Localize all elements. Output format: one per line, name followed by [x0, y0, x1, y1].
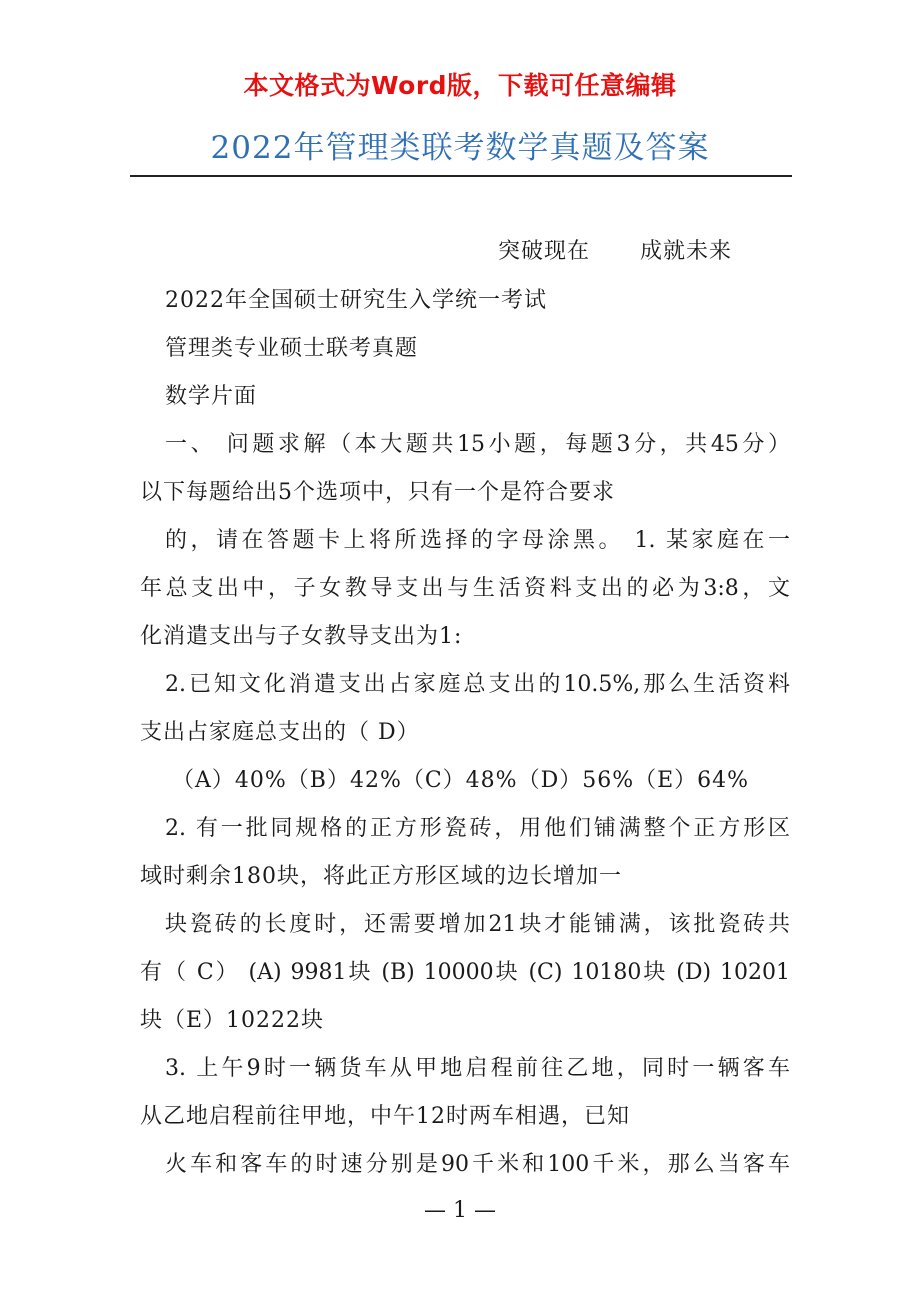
title-divider: [130, 175, 792, 177]
body-line: 以下每题给出5个选项中，只有一个是符合要求: [140, 480, 615, 505]
exam-subject-line: 管理类专业硕士联考真题: [165, 336, 419, 361]
question-2-line: 2. 有一批同规格的正方形瓷砖，用他们铺满整个正方形区: [165, 816, 790, 841]
exam-name-line: 2022年全国硕士研究生入学统一考试: [165, 288, 547, 313]
motto-right: 成就未来: [640, 239, 733, 264]
body-line: 2.已知文化消遣支出占家庭总支出的10.5%,那么生活资料: [165, 672, 790, 697]
body-line: 火车和客车的时速分别是90千米和100千米，那么当客车: [165, 1152, 790, 1177]
body-line: 化消遣支出与子女教导支出为1:: [140, 624, 463, 649]
document-title: 2022年管理类联考数学真题及答案: [210, 130, 710, 166]
question-3-line: 3. 上午9时一辆货车从甲地启程前往乙地，同时一辆客车: [165, 1056, 790, 1081]
body-line: 年总支出中，子女教导支出与生活资料支出的必为3:8，文: [140, 576, 790, 601]
motto-left: 突破现在: [498, 239, 591, 264]
download-banner: 本文格式为Word版，下载可任意编辑: [243, 71, 677, 100]
exam-part-line: 数学片面: [165, 384, 258, 409]
body-line: 的，请在答题卡上将所选择的字母涂黑。 1. 某家庭在一: [165, 528, 790, 553]
body-line: 支出占家庭总支出的（ D）: [140, 720, 420, 745]
motto: [498, 237, 732, 267]
section-heading: 一、 问题求解（本大题共15小题，每题3分，共45分）: [165, 432, 790, 457]
body-line: 块（E）10222块: [140, 1008, 325, 1033]
body-line: 域时剩余180块，将此正方形区域的边长增加一: [140, 864, 622, 889]
answer-options-line: （A）40%（B）42%（C）48%（D）56%（E）64%: [172, 768, 750, 793]
body-line: 从乙地启程前往甲地，中午12时两车相遇，已知: [140, 1104, 630, 1129]
body-line: 块瓷砖的长度时，还需要增加21块才能铺满，该批瓷砖共: [165, 912, 790, 937]
page-number: — 1 —: [424, 1198, 496, 1223]
answer-options-line: 有（ C） (A) 9981块 (B) 10000块 (C) 10180块 (D) 10201: [140, 960, 790, 985]
